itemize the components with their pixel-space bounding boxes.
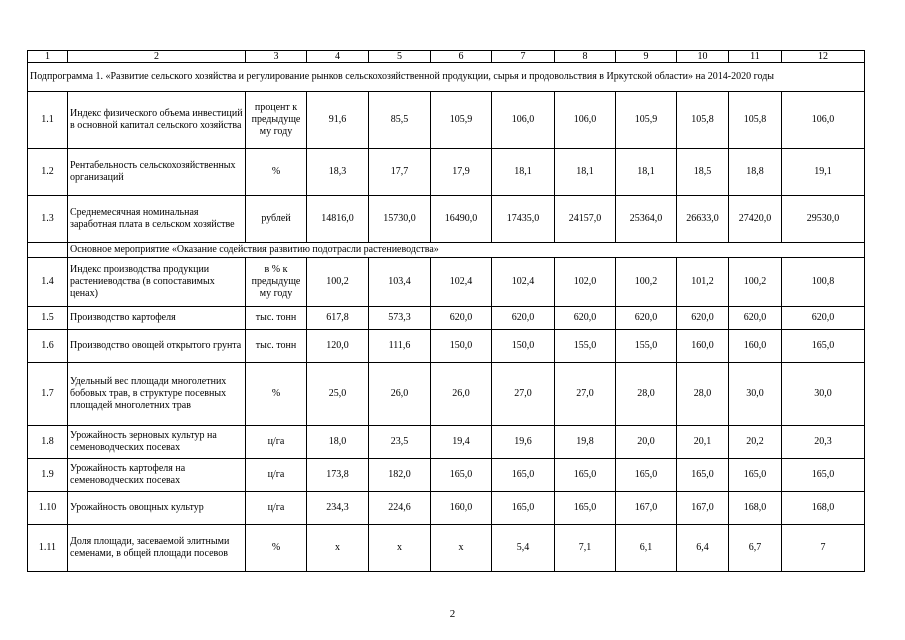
value-cell: 160,0	[431, 492, 492, 525]
column-number-cell: 2	[68, 51, 246, 63]
value-cell: 19,6	[492, 426, 555, 459]
value-cell: х	[369, 525, 431, 572]
value-cell: 106,0	[555, 92, 616, 149]
value-cell: 573,3	[369, 307, 431, 330]
value-cell: 105,9	[616, 92, 677, 149]
value-cell: 100,2	[307, 258, 369, 307]
value-cell: 20,3	[782, 426, 865, 459]
table-row	[28, 525, 865, 572]
value-cell: 102,4	[431, 258, 492, 307]
value-cell: 20,2	[729, 426, 782, 459]
value-cell: 18,1	[492, 149, 555, 196]
value-cell: 111,6	[369, 330, 431, 363]
value-cell: 23,5	[369, 426, 431, 459]
value-cell: 165,0	[782, 459, 865, 492]
indicator-name: Производство картофеля	[68, 307, 246, 330]
column-number-cell: 1	[28, 51, 68, 63]
indicator-name: Урожайность овощных культур	[68, 492, 246, 525]
value-cell: 17,7	[369, 149, 431, 196]
value-cell: 16490,0	[431, 196, 492, 243]
table-row	[28, 196, 865, 243]
unit-cell: тыс. тонн	[246, 330, 307, 363]
value-cell: 160,0	[729, 330, 782, 363]
row-number: 1.4	[28, 258, 68, 307]
value-cell: 15730,0	[369, 196, 431, 243]
value-cell: 19,8	[555, 426, 616, 459]
table-row	[28, 149, 865, 196]
value-cell: 155,0	[555, 330, 616, 363]
value-cell: 26,0	[431, 363, 492, 426]
value-cell: 29530,0	[782, 196, 865, 243]
unit-cell: процент к предыдуще му году	[246, 92, 307, 149]
value-cell: 105,8	[677, 92, 729, 149]
row-number: 1.3	[28, 196, 68, 243]
indicator-name: Производство овощей открытого грунта	[68, 330, 246, 363]
value-cell: 120,0	[307, 330, 369, 363]
value-cell: 102,0	[555, 258, 616, 307]
value-cell: 30,0	[729, 363, 782, 426]
column-number-cell: 12	[782, 51, 865, 63]
value-cell: 167,0	[616, 492, 677, 525]
value-cell: 165,0	[492, 459, 555, 492]
table-row	[28, 92, 865, 149]
value-cell: 234,3	[307, 492, 369, 525]
value-cell: 27,0	[555, 363, 616, 426]
value-cell: 18,8	[729, 149, 782, 196]
value-cell: 620,0	[492, 307, 555, 330]
unit-cell: %	[246, 363, 307, 426]
row-number: 1.6	[28, 330, 68, 363]
value-cell: 30,0	[782, 363, 865, 426]
value-cell: 18,5	[677, 149, 729, 196]
unit-cell: рублей	[246, 196, 307, 243]
value-cell: 5,4	[492, 525, 555, 572]
value-cell: 26,0	[369, 363, 431, 426]
indicator-name: Рентабельность сельскохозяйственных организаций	[68, 149, 246, 196]
value-cell: 150,0	[492, 330, 555, 363]
value-cell: х	[307, 525, 369, 572]
value-cell: х	[431, 525, 492, 572]
value-cell: 106,0	[782, 92, 865, 149]
row-number: 1.10	[28, 492, 68, 525]
value-cell: 150,0	[431, 330, 492, 363]
column-number-cell: 7	[492, 51, 555, 63]
indicator-name: Индекс производства продукции растениеводства (в сопоставимых ценах)	[68, 258, 246, 307]
value-cell: 17,9	[431, 149, 492, 196]
table-row	[28, 426, 865, 459]
subprogram-title: Подпрограмма 1. «Развитие сельского хозяйства и регулирование рынков сельскохозяйственной продукции, сырья и продовольствия в Иркутской области» на 2014-2020 годы	[28, 63, 865, 92]
column-number-cell: 6	[431, 51, 492, 63]
value-cell: 165,0	[729, 459, 782, 492]
value-cell: 25,0	[307, 363, 369, 426]
page-number: 2	[449, 608, 456, 620]
indicator-name: Доля площади, засеваемой элитными семенами, в общей площади посевов	[68, 525, 246, 572]
indicators-table	[27, 50, 865, 572]
value-cell: 620,0	[555, 307, 616, 330]
row-number: 1.7	[28, 363, 68, 426]
value-cell: 155,0	[616, 330, 677, 363]
unit-cell: ц/га	[246, 492, 307, 525]
unit-cell: %	[246, 149, 307, 196]
column-number-cell: 10	[677, 51, 729, 63]
value-cell: 165,0	[492, 492, 555, 525]
value-cell: 18,1	[616, 149, 677, 196]
indicator-name: Среднемесячная номинальная заработная плата в сельском хозяйстве	[68, 196, 246, 243]
value-cell: 167,0	[677, 492, 729, 525]
value-cell: 100,2	[616, 258, 677, 307]
activity-row	[28, 243, 865, 258]
value-cell: 165,0	[616, 459, 677, 492]
row-number: 1.1	[28, 92, 68, 149]
indicator-name: Урожайность картофеля на семеноводческих посевах	[68, 459, 246, 492]
value-cell: 620,0	[431, 307, 492, 330]
value-cell: 14816,0	[307, 196, 369, 243]
row-number: 1.8	[28, 426, 68, 459]
value-cell: 103,4	[369, 258, 431, 307]
value-cell: 106,0	[492, 92, 555, 149]
value-cell: 165,0	[677, 459, 729, 492]
value-cell: 105,8	[729, 92, 782, 149]
value-cell: 85,5	[369, 92, 431, 149]
header-row	[28, 51, 865, 63]
value-cell: 165,0	[431, 459, 492, 492]
value-cell: 165,0	[555, 492, 616, 525]
table-row	[28, 459, 865, 492]
value-cell: 160,0	[677, 330, 729, 363]
unit-cell: в % к предыдуще му году	[246, 258, 307, 307]
value-cell: 102,4	[492, 258, 555, 307]
value-cell: 165,0	[782, 330, 865, 363]
indicator-name: Удельный вес площади многолетних бобовых трав, в структуре посевных площадей многолетних трав	[68, 363, 246, 426]
column-number-cell: 5	[369, 51, 431, 63]
value-cell: 25364,0	[616, 196, 677, 243]
table-row	[28, 330, 865, 363]
value-cell: 19,4	[431, 426, 492, 459]
value-cell: 173,8	[307, 459, 369, 492]
value-cell: 24157,0	[555, 196, 616, 243]
value-cell: 26633,0	[677, 196, 729, 243]
value-cell: 91,6	[307, 92, 369, 149]
column-number-cell: 9	[616, 51, 677, 63]
value-cell: 19,1	[782, 149, 865, 196]
column-number-cell: 3	[246, 51, 307, 63]
row-number: 1.2	[28, 149, 68, 196]
value-cell: 7,1	[555, 525, 616, 572]
value-cell: 6,1	[616, 525, 677, 572]
table-row	[28, 363, 865, 426]
value-cell: 620,0	[616, 307, 677, 330]
indicator-name: Урожайность зерновых культур на семеноводческих посевах	[68, 426, 246, 459]
unit-cell: ц/га	[246, 459, 307, 492]
value-cell: 6,4	[677, 525, 729, 572]
table-row	[28, 307, 865, 330]
value-cell: 620,0	[782, 307, 865, 330]
value-cell: 6,7	[729, 525, 782, 572]
empty-number-cell	[28, 243, 68, 258]
indicator-name: Индекс физического объема инвестиций в основной капитал сельского хозяйства	[68, 92, 246, 149]
value-cell: 165,0	[555, 459, 616, 492]
value-cell: 18,1	[555, 149, 616, 196]
row-number: 1.11	[28, 525, 68, 572]
value-cell: 224,6	[369, 492, 431, 525]
value-cell: 18,3	[307, 149, 369, 196]
value-cell: 17435,0	[492, 196, 555, 243]
value-cell: 28,0	[616, 363, 677, 426]
row-number: 1.9	[28, 459, 68, 492]
column-number-cell: 4	[307, 51, 369, 63]
row-number: 1.5	[28, 307, 68, 330]
value-cell: 20,1	[677, 426, 729, 459]
unit-cell: тыс. тонн	[246, 307, 307, 330]
value-cell: 100,2	[729, 258, 782, 307]
column-number-cell: 11	[729, 51, 782, 63]
unit-cell: %	[246, 525, 307, 572]
subprogram-row	[28, 63, 865, 92]
value-cell: 100,8	[782, 258, 865, 307]
value-cell: 18,0	[307, 426, 369, 459]
column-number-cell: 8	[555, 51, 616, 63]
value-cell: 101,2	[677, 258, 729, 307]
activity-title: Основное мероприятие «Оказание содействия развитию подотрасли растениеводства»	[68, 243, 865, 258]
value-cell: 182,0	[369, 459, 431, 492]
value-cell: 27420,0	[729, 196, 782, 243]
table-row	[28, 258, 865, 307]
value-cell: 7	[782, 525, 865, 572]
table-row	[28, 492, 865, 525]
value-cell: 168,0	[729, 492, 782, 525]
value-cell: 620,0	[677, 307, 729, 330]
value-cell: 27,0	[492, 363, 555, 426]
value-cell: 28,0	[677, 363, 729, 426]
value-cell: 168,0	[782, 492, 865, 525]
value-cell: 20,0	[616, 426, 677, 459]
value-cell: 105,9	[431, 92, 492, 149]
unit-cell: ц/га	[246, 426, 307, 459]
value-cell: 617,8	[307, 307, 369, 330]
value-cell: 620,0	[729, 307, 782, 330]
